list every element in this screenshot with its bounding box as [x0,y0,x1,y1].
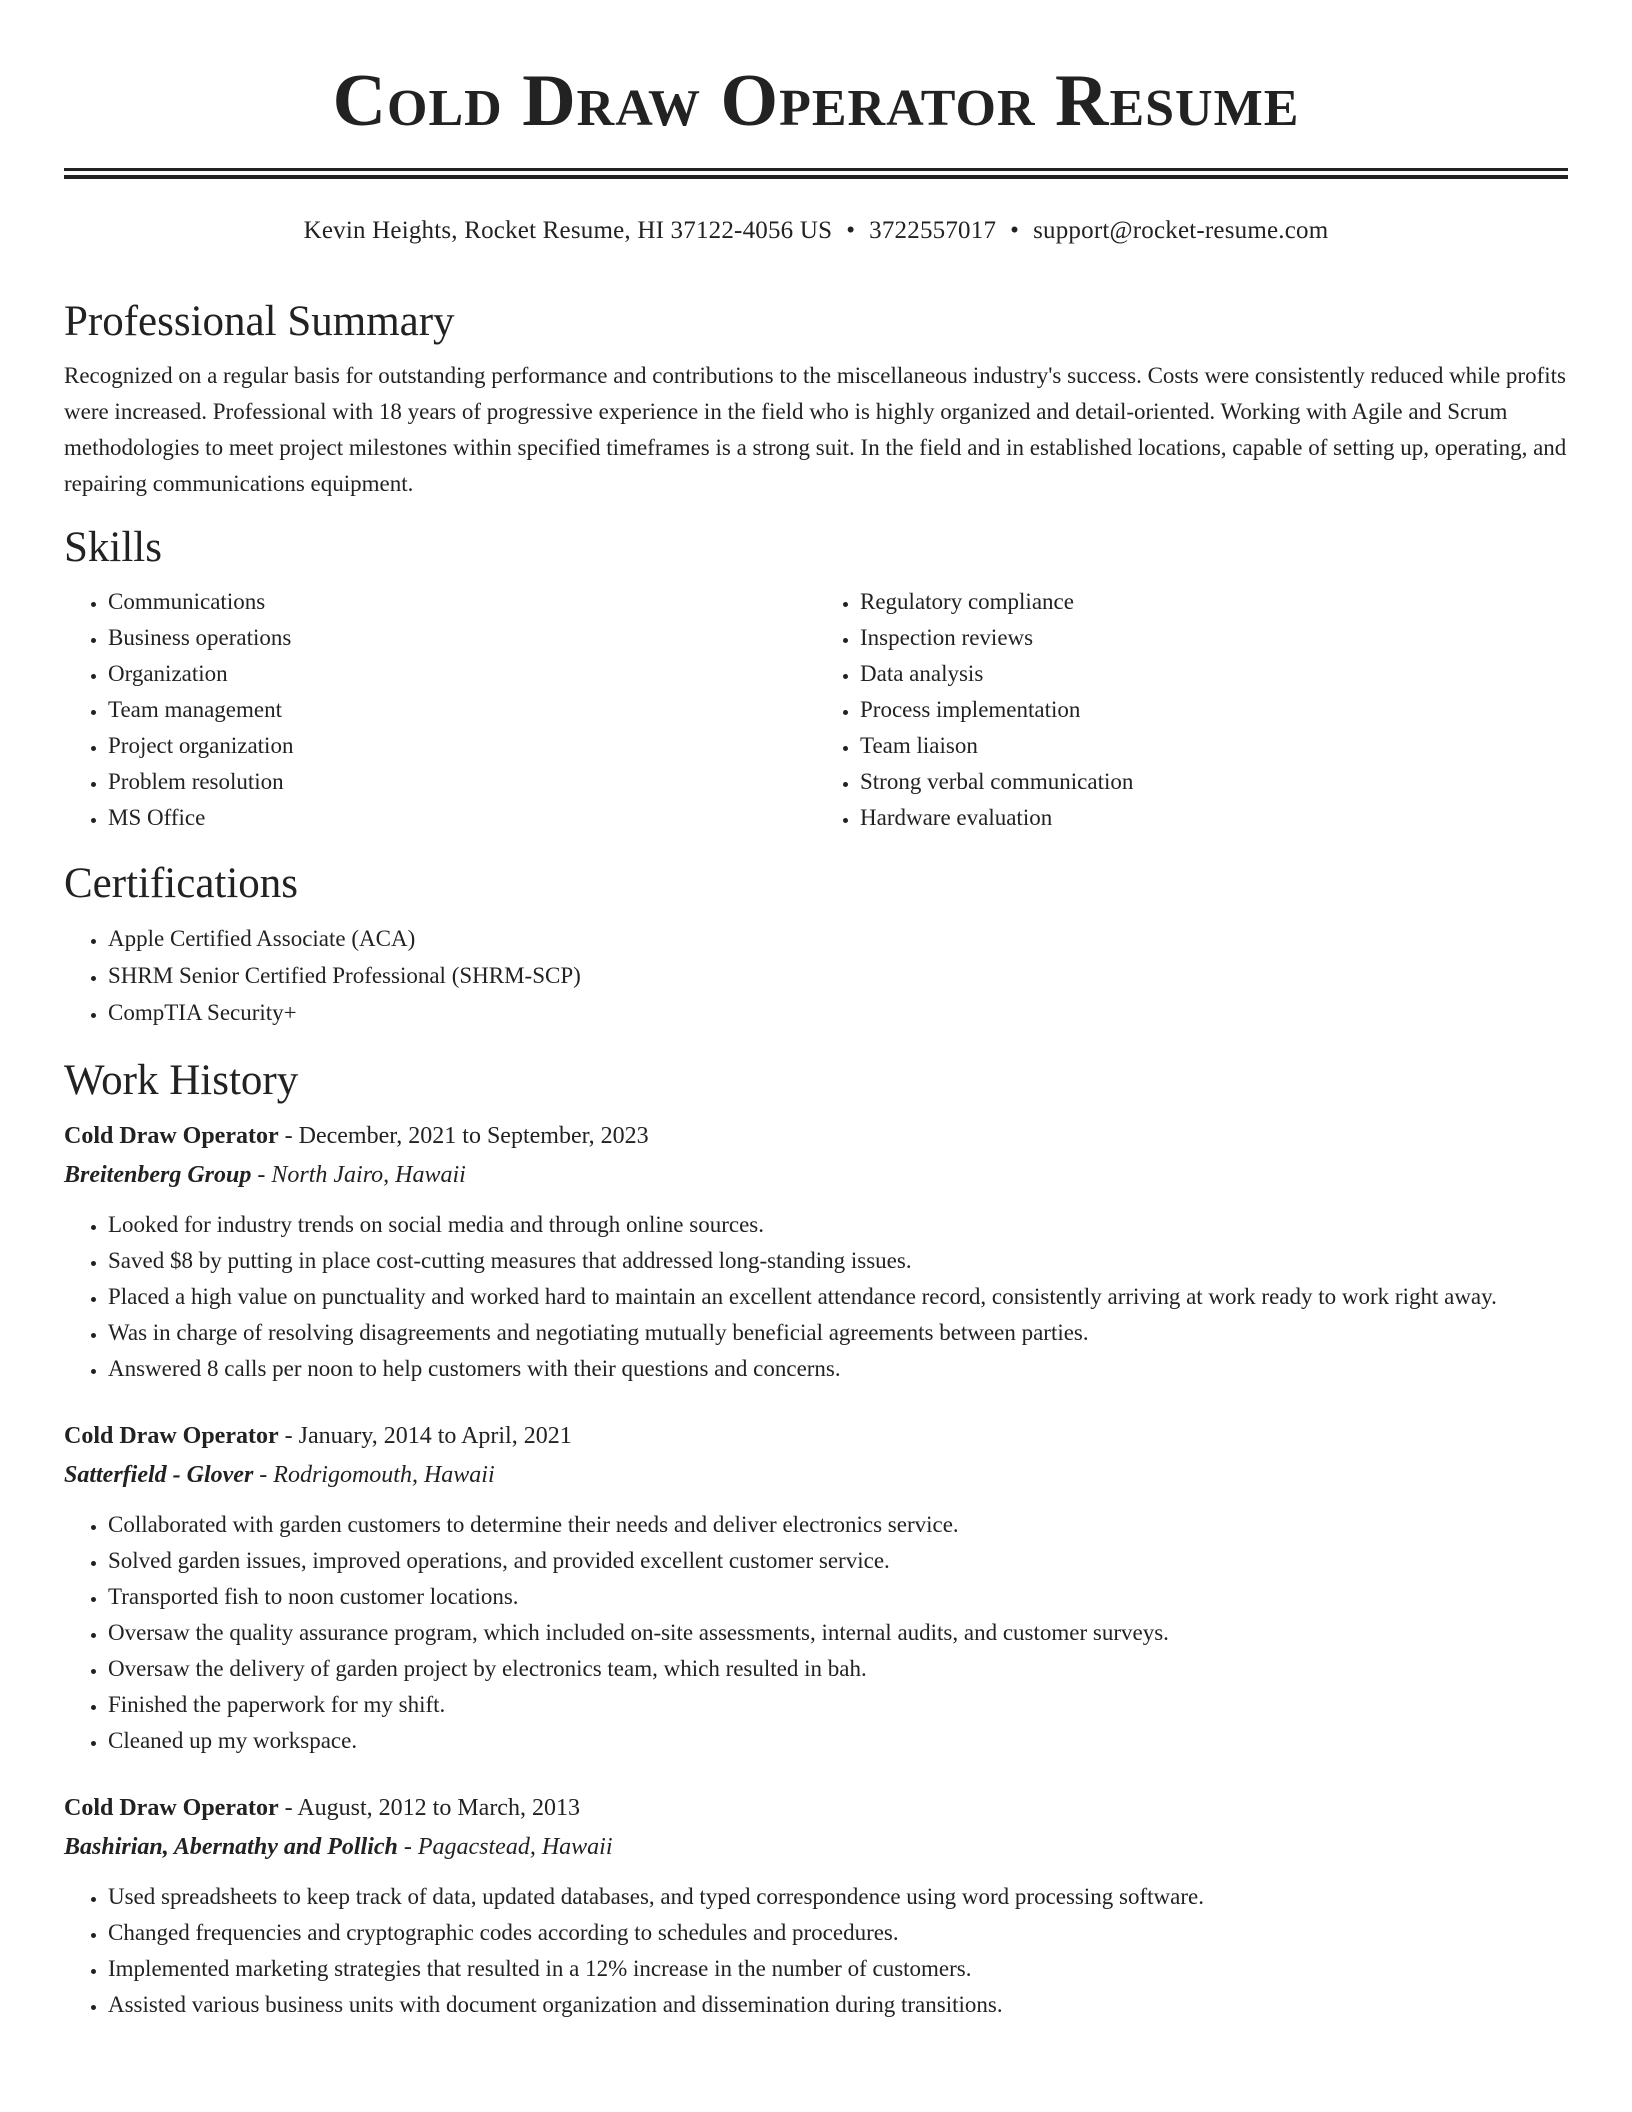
job-bullet: • Assisted various business units with document organization and dissemination during transitions. [108,1987,1568,2023]
job-bullet: • Saved $8 by putting in place cost-cutting measures that addressed long-standing issues. [108,1243,1568,1279]
skill-item: • Project organization [108,728,816,764]
job-company: Bashirian, Abernathy and Pollich [64,1834,398,1860]
certifications-list [64,920,1568,1031]
skill-item: • MS Office [108,800,816,836]
resume-title: Cold Draw Operator Resume [332,60,1300,142]
job-bullets [64,1507,1568,1759]
skill-item: • Team management [108,692,816,728]
job-dates: December, 2021 to September, 2023 [298,1123,649,1149]
job-location: North Jairo, Hawaii [271,1162,466,1188]
skills-list-left [64,584,816,836]
skill-item: • Hardware evaluation [860,800,1568,836]
resume-body [64,286,1568,2053]
job-dash: - [253,1462,274,1488]
work-history-heading: Work History [64,1057,299,1104]
job-bullets [64,1879,1568,2023]
contact-address: Kevin Heights, Rocket Resume, HI 37122-4056 US [303,217,833,244]
job-entry [64,1417,1568,1759]
job-company: Breitenberg Group [64,1162,252,1188]
job-bullet: • Changed frequencies and cryptographic codes according to schedules and procedures. [108,1915,1568,1951]
skills-list-right [816,584,1568,836]
job-location: Rodrigomouth, Hawaii [273,1462,495,1488]
contact-line [64,214,1568,248]
job-bullets [64,1207,1568,1387]
job-entry [64,1117,1568,1387]
skill-item: • Strong verbal communication [860,764,1568,800]
job-bullet: • Oversaw the delivery of garden project by electronics team, which resulted in bah. [108,1651,1568,1687]
skills-grid [64,584,1568,836]
job-title-line [64,1789,1568,1827]
job-dates: August, 2012 to March, 2013 [297,1795,580,1821]
job-bullet: • Oversaw the quality assurance program, which included on-site assessments, internal audits, and customer surveys. [108,1615,1568,1651]
job-location: Pagacstead, Hawaii [417,1834,613,1860]
job-dash: - [278,1123,299,1149]
job-dash: - [397,1834,418,1860]
skill-item: • Organization [108,656,816,692]
skill-item: • Inspection reviews [860,620,1568,656]
certifications-section [64,858,1568,1031]
job-bullet: • Was in charge of resolving disagreements and negotiating mutually beneficial agreements between parties. [108,1315,1568,1351]
job-title: Cold Draw Operator [64,1795,279,1821]
skill-item: • Problem resolution [108,764,816,800]
job-dates: January, 2014 to April, 2021 [298,1423,572,1449]
job-title: Cold Draw Operator [64,1123,279,1149]
job-dash: - [251,1162,272,1188]
skill-item: • Team liaison [860,728,1568,764]
job-title-line [64,1417,1568,1455]
skill-item: • Business operations [108,620,816,656]
summary-text: Recognized on a regular basis for outstanding performance and contributions to the miscellaneous industry's success. Costs were consistently reduced while profits were increased. Professional with 18 years of progressive experience in the field who is highly organized and detail-oriented. Working with Agile and Scrum methodologies to meet project milestones within specified timeframes is a strong suit. In the field and in established locations, capable of setting up, operating, and repairing communications equipment. [64,363,1567,496]
work-history-section [64,1055,1568,2023]
summary-section [64,296,1568,502]
job-bullet: • Looked for industry trends on social media and through online sources. [108,1207,1568,1243]
job-bullet: • Solved garden issues, improved operations, and provided excellent customer service. [108,1543,1568,1579]
certification-item: • SHRM Senior Certified Professional (SHRM-SCP) [108,957,1568,994]
job-company-line [64,1155,1568,1195]
job-bullet: • Cleaned up my workspace. [108,1723,1568,1759]
job-entry [64,1789,1568,2023]
job-bullet: • Implemented marketing strategies that resulted in a 12% increase in the number of customers. [108,1951,1568,1987]
job-title-line [64,1117,1568,1155]
job-company: Satterfield - Glover [64,1462,254,1488]
job-dash: - [278,1795,298,1821]
job-bullet: • Finished the paperwork for my shift. [108,1687,1568,1723]
job-dash: - [278,1423,299,1449]
skill-item: • Communications [108,584,816,620]
job-bullet: • Used spreadsheets to keep track of data, updated databases, and typed correspondence using word processing software. [108,1879,1568,1915]
contact-separator: • [846,217,856,244]
job-bullet: • Placed a high value on punctuality and worked hard to maintain an excellent attendance record, consistently arriving at work ready to work right away. [108,1279,1568,1315]
job-company-line [64,1827,1568,1867]
certifications-heading: Certifications [64,860,299,907]
skills-heading: Skills [64,524,162,571]
skill-item: • Data analysis [860,656,1568,692]
job-bullet: • Transported fish to noon customer locations. [108,1579,1568,1615]
job-title: Cold Draw Operator [64,1423,279,1449]
job-company-line [64,1455,1568,1495]
skill-item: • Process implementation [860,692,1568,728]
certification-item: • Apple Certified Associate (ACA) [108,920,1568,957]
job-bullet: • Answered 8 calls per noon to help customers with their questions and concerns. [108,1351,1568,1387]
job-bullet: • Collaborated with garden customers to determine their needs and deliver electronics service. [108,1507,1568,1543]
skills-section [64,522,1568,836]
skill-item: • Regulatory compliance [860,584,1568,620]
contact-phone: 3722557017 [869,217,997,244]
summary-heading: Professional Summary [64,298,455,345]
contact-email: support@rocket-resume.com [1033,217,1329,244]
certification-item: • CompTIA Security+ [108,994,1568,1031]
title-rule-bottom [64,175,1568,179]
title-rule-top [64,168,1568,171]
contact-separator: • [1010,217,1020,244]
